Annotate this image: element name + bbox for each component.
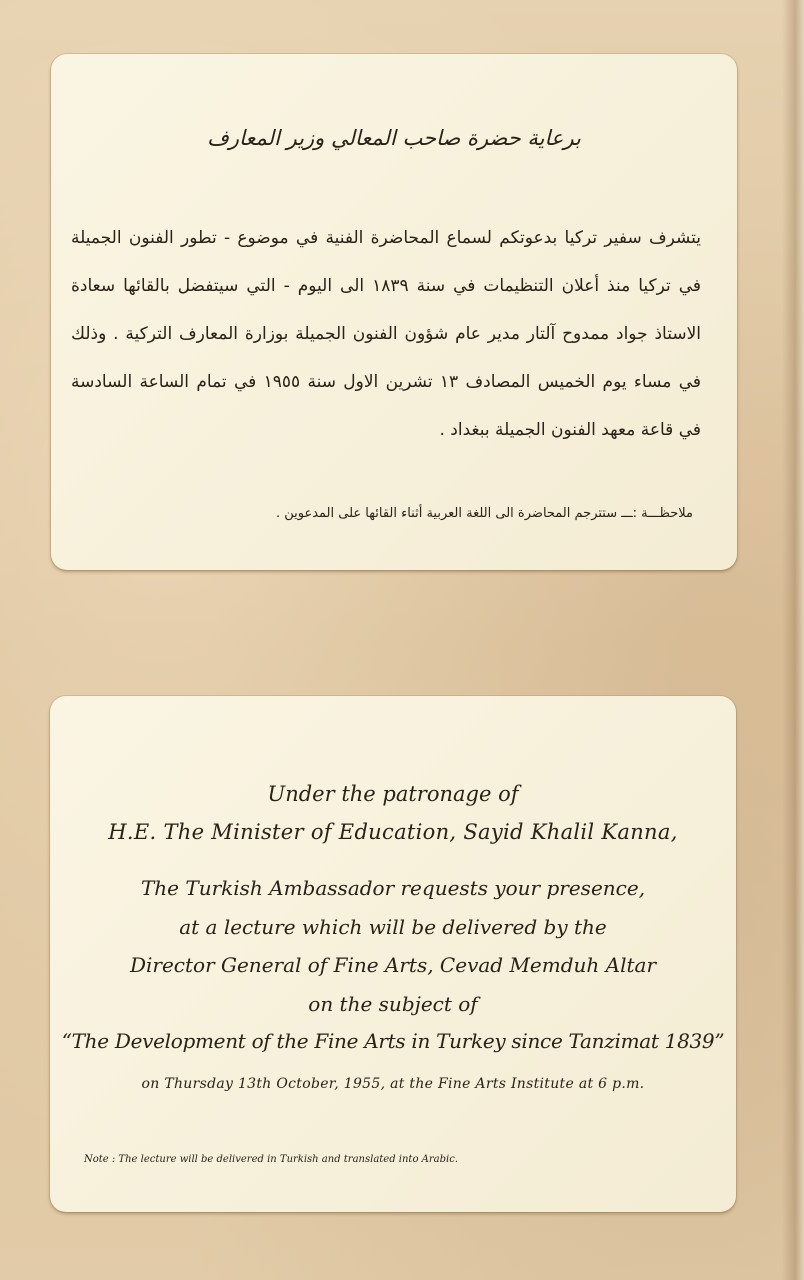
subject-intro-line: on the subject of <box>308 992 478 1016</box>
date-place-line: on Thursday 13th October, 1955, at the Fine Arts Institute at 6 p.m. <box>141 1076 645 1092</box>
arabic-invitation-card <box>51 54 737 570</box>
minister-line: H.E. The Minister of Education, Sayid Khalil Kanna, <box>108 820 678 844</box>
ambassador-request-line: The Turkish Ambassador requests your presence, <box>140 876 646 900</box>
arabic-invitation-body: يتشرف سفير تركيا بدعوتكم لسماع المحاضرة الفنية في موضوع - تطور الفنون الجميلة في تركيا منذ أعلان التنظيمات في سنة ١٨٣٩ الى اليوم - التي سيتفضل بالقائها سعادة الاستاذ جواد ممدوح آلتار مدير عام شؤون الفنون الجميلة بوزارة المعارف التركية . وذلك في مساء يوم الخميس المصادف ١٣ تشرين الاول سنة ١٩٥٥ في تمام الساعة السادسة في قاعة معهد الفنون الجميلة ببغداد . <box>71 228 702 440</box>
lecture-line: at a lecture which will be delivered by the <box>179 915 607 939</box>
arabic-patronage-heading: برعاية حضرة صاحب المعالي وزير المعارف <box>207 126 581 150</box>
english-translation-note: Note : The lecture will be delivered in Turkish and translated into Arabic. <box>84 1154 458 1165</box>
director-line: Director General of Fine Arts, Cevad Memduh Altar <box>129 953 657 977</box>
patronage-line: Under the patronage of <box>267 782 519 806</box>
arabic-translation-note: ملاحظـــة :ـــ ستترجم المحاضرة الى اللغة العربية أثناء القائها على المدعوين . <box>275 506 693 521</box>
english-invitation-card <box>50 696 736 1212</box>
album-page-edge <box>782 0 804 1280</box>
lecture-subject-title: “The Development of the Fine Arts in Turkey since Tanzimat 1839” <box>61 1029 725 1053</box>
